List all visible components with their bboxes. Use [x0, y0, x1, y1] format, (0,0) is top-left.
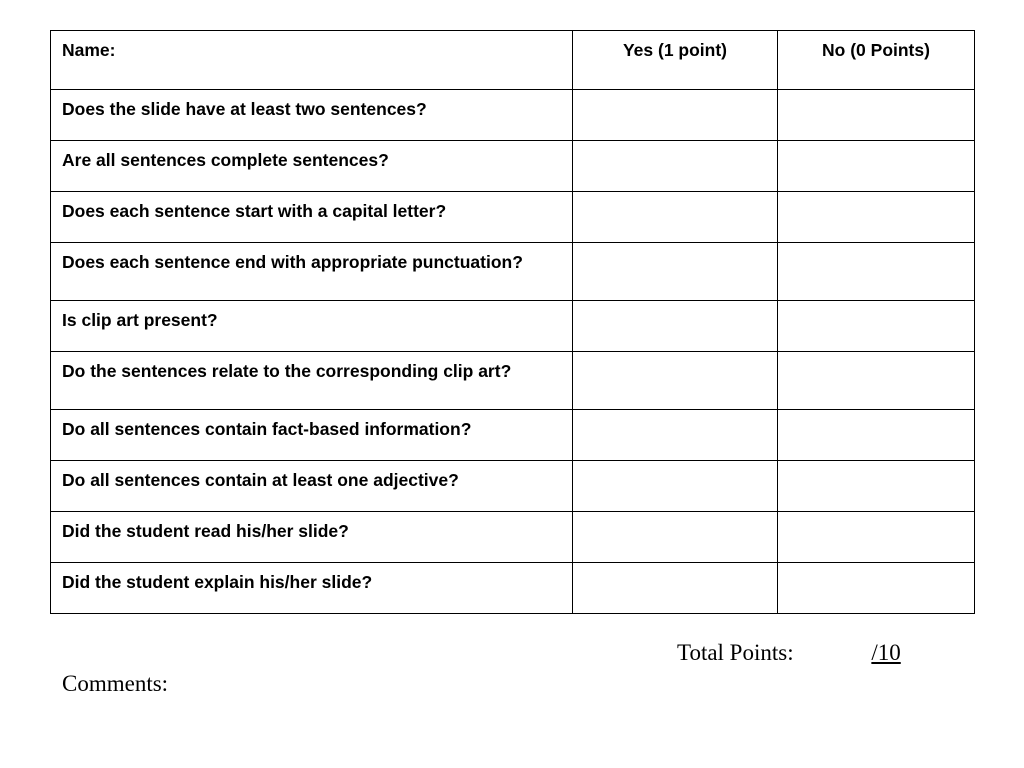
yes-cell[interactable] [573, 301, 778, 352]
no-cell[interactable] [778, 243, 975, 301]
name-header-cell[interactable]: Name: [51, 31, 573, 90]
no-cell[interactable] [778, 352, 975, 410]
total-points-line [677, 640, 901, 666]
comments-label: Comments: [62, 671, 169, 696]
yes-header-cell: Yes (1 point) [573, 31, 778, 90]
no-cell[interactable] [778, 461, 975, 512]
question-text: Are all sentences complete sentences? [62, 150, 389, 170]
table-row [51, 512, 975, 563]
table-row [51, 141, 975, 192]
question-cell [51, 512, 573, 563]
question-cell [51, 301, 573, 352]
question-cell [51, 563, 573, 614]
table-row [51, 90, 975, 141]
question-text: Does the slide have at least two sentences? [62, 99, 427, 119]
no-header-cell: No (0 Points) [778, 31, 975, 90]
question-text: Do the sentences relate to the corresponding clip art? [62, 361, 512, 381]
no-cell[interactable] [778, 301, 975, 352]
header-row [51, 31, 975, 90]
yes-cell[interactable] [573, 410, 778, 461]
yes-cell[interactable] [573, 141, 778, 192]
table-row [51, 243, 975, 301]
question-cell [51, 90, 573, 141]
question-text: Is clip art present? [62, 310, 218, 330]
table-row [51, 192, 975, 243]
question-text: Did the student read his/her slide? [62, 521, 349, 541]
question-text: Do all sentences contain at least one adjective? [62, 470, 459, 490]
table-row [51, 461, 975, 512]
total-points-value[interactable]: /10 [871, 640, 901, 665]
yes-cell[interactable] [573, 512, 778, 563]
no-cell[interactable] [778, 512, 975, 563]
no-cell[interactable] [778, 563, 975, 614]
no-cell[interactable] [778, 410, 975, 461]
table-row [51, 410, 975, 461]
table-row [51, 301, 975, 352]
no-cell[interactable] [778, 192, 975, 243]
question-text: Does each sentence end with appropriate punctuation? [62, 252, 523, 272]
no-cell[interactable] [778, 141, 975, 192]
question-cell [51, 192, 573, 243]
question-cell [51, 243, 573, 301]
table-row [51, 352, 975, 410]
question-text: Do all sentences contain fact-based information? [62, 419, 472, 439]
yes-cell[interactable] [573, 563, 778, 614]
yes-cell[interactable] [573, 461, 778, 512]
yes-cell[interactable] [573, 90, 778, 141]
total-points-label: Total Points: [677, 640, 794, 665]
yes-cell[interactable] [573, 243, 778, 301]
yes-cell[interactable] [573, 192, 778, 243]
question-cell [51, 352, 573, 410]
rubric-table [50, 30, 975, 614]
table-row [51, 563, 975, 614]
question-cell [51, 410, 573, 461]
no-cell[interactable] [778, 90, 975, 141]
question-text: Does each sentence start with a capital letter? [62, 201, 447, 221]
question-cell [51, 141, 573, 192]
question-text: Did the student explain his/her slide? [62, 572, 373, 592]
yes-cell[interactable] [573, 352, 778, 410]
question-cell [51, 461, 573, 512]
